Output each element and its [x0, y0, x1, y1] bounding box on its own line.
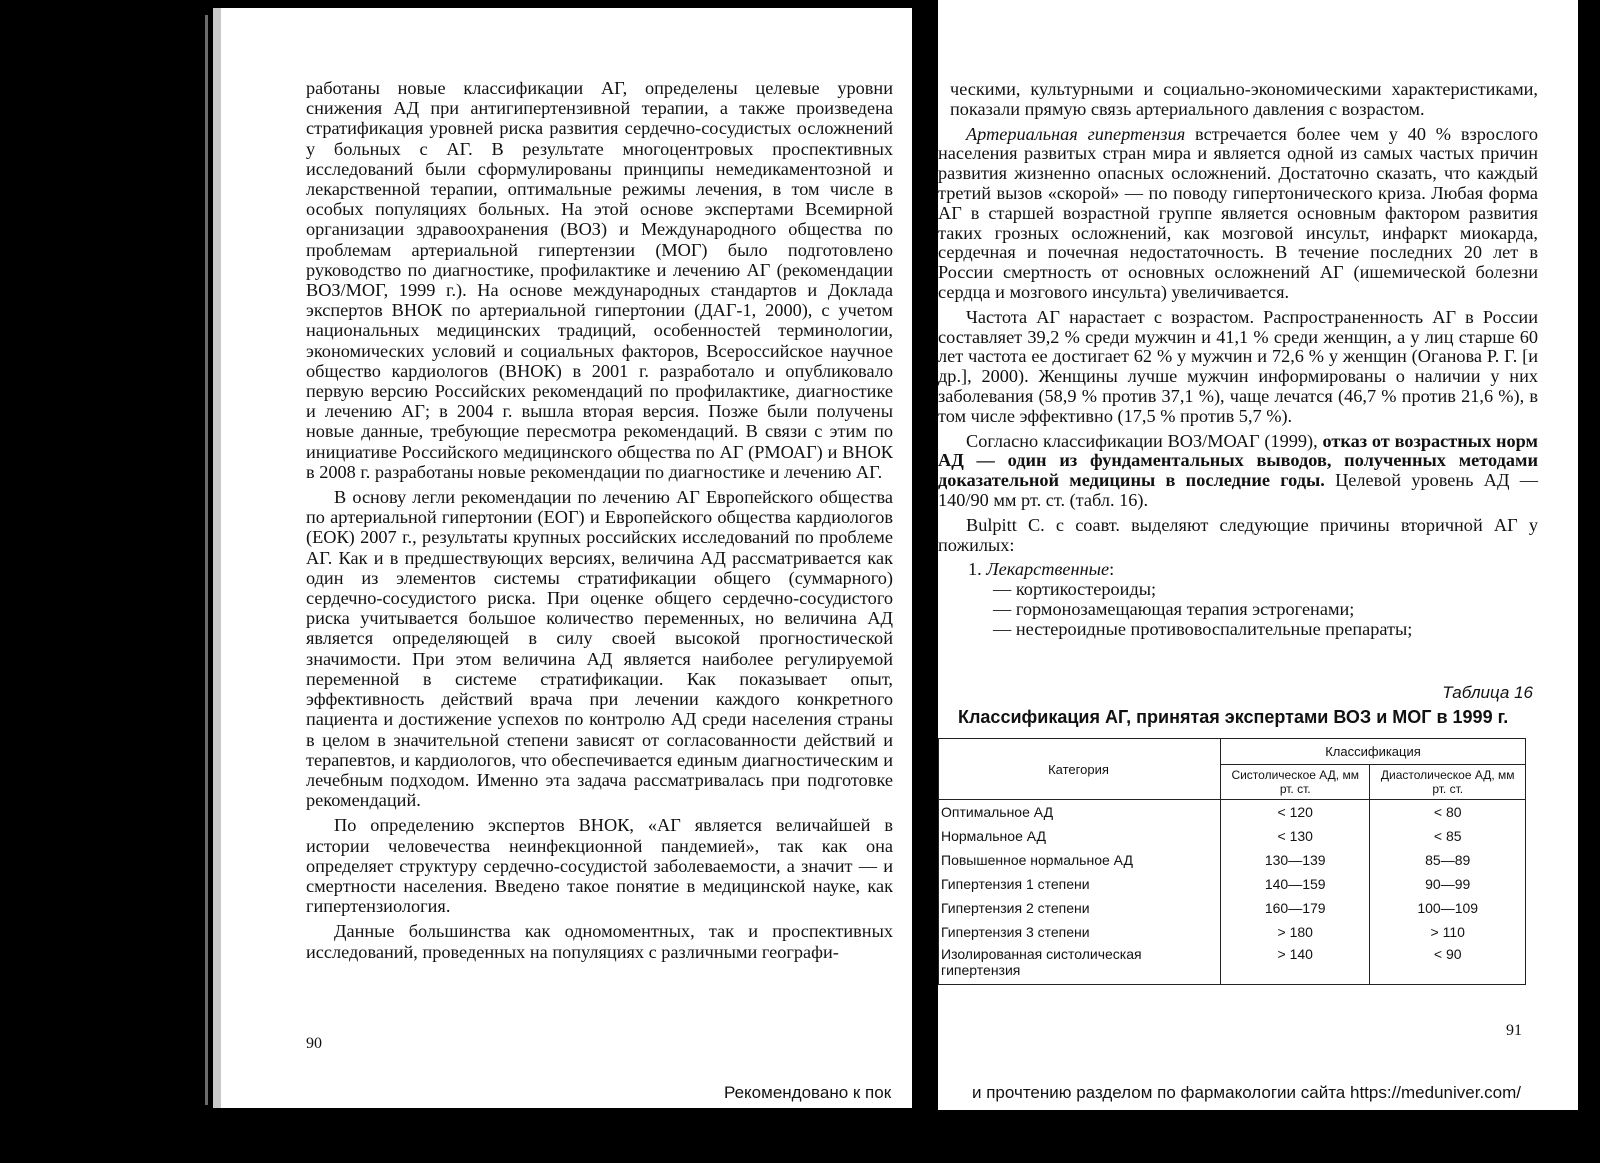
right-paragraph-1: ческими, культурными и социально-экономическими характеристиками, показали прямую связь артериального давления с возрастом.: [950, 79, 1538, 119]
left-paragraph-2: В основу легли рекомендации по лечению АГ Европейского общества по артериальной гипертонии (ЕОГ) и Европейского общества кардиологов (ЕОК) 2007 г., результаты крупных российских исследований по проблеме АГ. Как и в предшествующих версиях, величина АД рассматривается как один из элементов системы стратификации общего (суммарного) сердечно-сосудистого риска. При оценке общего сердечно-сосудистого риска учитывается большое количество переменных, но величина АД является определяющей в силу своей высокой прогностической значимости. При этом величина АД является наиболее регулируемой переменной в системе стратификации. Как показывает опыт, эффективность действий врача при лечении каждого конкретного пациента и достижение успехов по контролю АД среди населения страны в целом в значительной степени зависят от согласованности действий и терапевтов, и кардиологов, что обеспечивается единым диагностическим и лечебным подходом. Именно эта задача рассматривалась при подготовке рекомендаций.: [306, 487, 893, 811]
table-row: [939, 872, 1526, 896]
header-systolic: Систолическое АД, мм рт. ст.: [1221, 765, 1370, 800]
book-gutter: [912, 0, 938, 1163]
causes-list: [938, 560, 1538, 639]
row-systolic: 160—179: [1221, 896, 1370, 920]
row-diastolic: 85—89: [1370, 848, 1526, 872]
row-diastolic: > 110: [1370, 920, 1526, 944]
list-item: — нестероидные противовоспалительные препараты;: [993, 618, 1413, 639]
header-diastolic: Диастолическое АД, мм рт. ст.: [1370, 765, 1526, 800]
row-category: Гипертензия 1 степени: [939, 872, 1221, 896]
row-diastolic: < 85: [1370, 824, 1526, 848]
table-row: [939, 800, 1526, 825]
row-category: Изолированная систолическая гипертензия: [939, 944, 1221, 985]
list-item: [938, 560, 1538, 580]
list-item: — гормонозамещающая терапия эстрогенами;: [993, 598, 1355, 619]
watermark-footer-right: и прочтению разделом по фармакологии сайта https://meduniver.com/: [972, 1083, 1522, 1102]
list-title: Лекарственные: [986, 559, 1110, 580]
row-category: Оптимальное АД: [939, 800, 1221, 825]
table-row: [939, 944, 1526, 985]
right-paragraph-4-start: Согласно классификации ВОЗ/МОАГ (1999),: [966, 430, 1323, 451]
right-paragraph-3: Частота АГ нарастает с возрастом. Распространенность АГ в России составляет 39,2 % среди мужчин и 41,1 % среди женщин, а у лиц старше 60 лет частота ее достигает 62 % у мужчин и 72,6 % у женщин (Оганова Р. Г. [и др.], 2000). Женщины лучше мужчин информированы о наличии у них заболевания (58,9 % против 37,1 %), чаще лечатся (46,7 % против 21,6 %), в том числе эффективно (17,5 % против 5,7 %).: [938, 306, 1538, 426]
right-page-text: [938, 80, 1538, 640]
row-systolic: 140—159: [1221, 872, 1370, 896]
page-number-right: 91: [1506, 1022, 1522, 1039]
row-category: Гипертензия 3 степени: [939, 920, 1221, 944]
left-paragraph-1: работаны новые классификации АГ, определены целевые уровни снижения АД при антигипертензивной терапии, а также произведена стратификация уровней риска развития сердечно-сосудистых осложнений у больных с АГ. В результате многоцентровых проспективных исследований были сформулированы принципы немедикаментозной и лекарственной терапии, оптимальные режимы лечения, в том числе в особых популяциях больных. На этой основе экспертами Всемирной организации здравоохранения (ВОЗ) и Международного общества по проблемам артериальной гипертензии (МОГ) было подготовлено руководство по диагностике, профилактике и лечению АГ (рекомендации ВОЗ/МОГ, 1999 г.). На основе международных стандартов и Доклада экспертов ВНОК по артериальной гипертонии (ДАГ-1, 2000), с учетом национальных медицинских традиций, особенностей терминологии, экономических условий и социальных факторов, Всероссийское научное общество кардиологов (ВНОК) в 2001 г. разработало и опубликовало первую версию Российских рекомендаций по профилактике, диагностике и лечению АГ; в 2004 г. вышла вторая версия. Позже были получены новые данные, требующие пересмотра рекомендаций. В связи с этим по инициативе Российского медицинского общества по АГ (РМОАГ) и ВНОК в 2008 г. разработаны новые рекомендации по диагностике и лечению АГ.: [306, 78, 893, 482]
row-diastolic: < 80: [1370, 800, 1526, 825]
scan-bottom-border: [208, 1110, 1578, 1163]
table-row: [939, 896, 1526, 920]
classification-table: [938, 738, 1526, 985]
row-diastolic: < 90: [1370, 944, 1526, 985]
table-title: Классификация АГ, принятая экспертами ВОЗ и МОГ в 1999 г.: [958, 707, 1509, 727]
watermark-footer-left: Рекомендовано к пок: [724, 1083, 892, 1102]
row-systolic: 130—139: [1221, 848, 1370, 872]
list-number: 1.: [968, 559, 987, 580]
right-paragraph-2-rest: встречается более чем у 40 % взрослого населения развитых стран мира и является одной из самых частых причин развития жизненно опасных осложнений. Достаточно сказать, что каждый третий вызов «скорой» — по поводу гипертонического криза. Любая форма АГ в старшей возрастной группе является основным фактором развития таких грозных осложнений, как мозговой инсульт, инфаркт миокарда, сердечная и почечная недостаточность. В течение последних 20 лет в России смертность от основных осложнений АГ (ишемической болезни сердца и мозгового инсульта) увеличивается.: [938, 123, 1538, 302]
page-number-left: 90: [306, 1035, 322, 1052]
header-category: Категория: [939, 739, 1221, 800]
row-category: Нормальное АД: [939, 824, 1221, 848]
table-row: [939, 920, 1526, 944]
table-caption: Таблица 16: [1442, 683, 1533, 702]
right-paragraph-4-bold: отказ от возрастных норм АД — один из фундаментальных выводов, полученных методами доказательной медицины в последние годы.: [938, 430, 1538, 491]
row-diastolic: 100—109: [1370, 896, 1526, 920]
row-category: Повышенное нормальное АД: [939, 848, 1221, 872]
left-paragraph-4: Данные большинства как одномоментных, так и проспективных исследований, проведенных на популяциях с различными географи-: [306, 921, 893, 962]
left-page-text: [306, 78, 893, 967]
list-item: — кортикостероиды;: [993, 579, 1157, 600]
row-systolic: < 130: [1221, 824, 1370, 848]
right-paragraph-2: [938, 125, 1538, 303]
row-systolic: > 180: [1221, 920, 1370, 944]
row-category: Гипертензия 2 степени: [939, 896, 1221, 920]
table-row: [939, 848, 1526, 872]
header-classification: Классификация: [1221, 739, 1526, 765]
table-row: [939, 824, 1526, 848]
right-paragraph-4-end: Целевой уровень АД — 140/90 мм рт. ст. (табл. 16).: [938, 470, 1538, 510]
list-colon: :: [1109, 559, 1115, 580]
left-paragraph-3: По определению экспертов ВНОК, «АГ является величайшей в истории человечества неинфекционной пандемией», так как она определяет структуру сердечно-сосудистой заболеваемости, а значит — и смертности населения. Введено такое понятие в медицинской науке, как гипертензиология.: [306, 815, 893, 917]
term-arterial-hypertension: Артериальная гипертензия: [966, 123, 1186, 144]
row-diastolic: 90—99: [1370, 872, 1526, 896]
right-paragraph-5: Bulpitt C. с соавт. выделяют следующие причины вторичной АГ у пожилых:: [938, 514, 1538, 555]
book-spine-edge: [205, 15, 208, 1105]
right-paragraph-4: [938, 432, 1538, 511]
right-page: [938, 0, 1578, 1110]
row-systolic: > 140: [1221, 944, 1370, 985]
left-page: [213, 8, 921, 1108]
row-systolic: < 120: [1221, 800, 1370, 825]
